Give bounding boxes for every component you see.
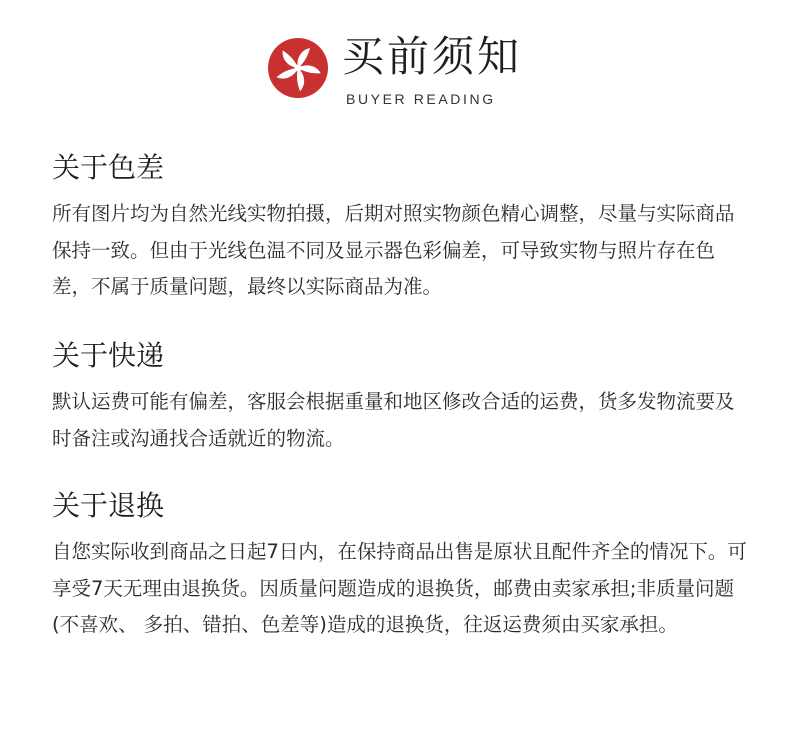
section-shipping [52,338,752,457]
section-body: 默认运费可能有偏差，客服会根据重量和地区修改合适的运费，货多发物流要及时备注或沟通找合适就近的物流。 [52,390,735,450]
section-title: 关于快递 [52,339,165,372]
section-body: 所有图片均为自然光线实物拍摄，后期对照实物颜色精心调整，尽量与实际商品保持一致。但由于光线色温不同及显示器色彩偏差，可导致实物与照片存在色差，不属于质量问题，最终以实际商品为准。 [52,202,735,298]
page-header [0,0,790,130]
section-title: 关于色差 [52,151,165,184]
section-body: 自您实际收到商品之日起7日内，在保持商品出售是原状且配件齐全的情况下。可享受7天无理由退换货。因质量问题造成的退换货，邮费由卖家承担;非质量问题(不喜欢、 多拍、错拍、色差等)造成的退换货，往返运费须由买家承担。 [52,540,747,636]
page-subtitle: BUYER READING [346,91,496,107]
section-title: 关于退换 [52,489,165,522]
section-color-difference [52,150,752,306]
red-flower-icon [266,36,330,100]
page-title: 买前须知 [342,32,523,81]
section-returns [52,488,752,644]
